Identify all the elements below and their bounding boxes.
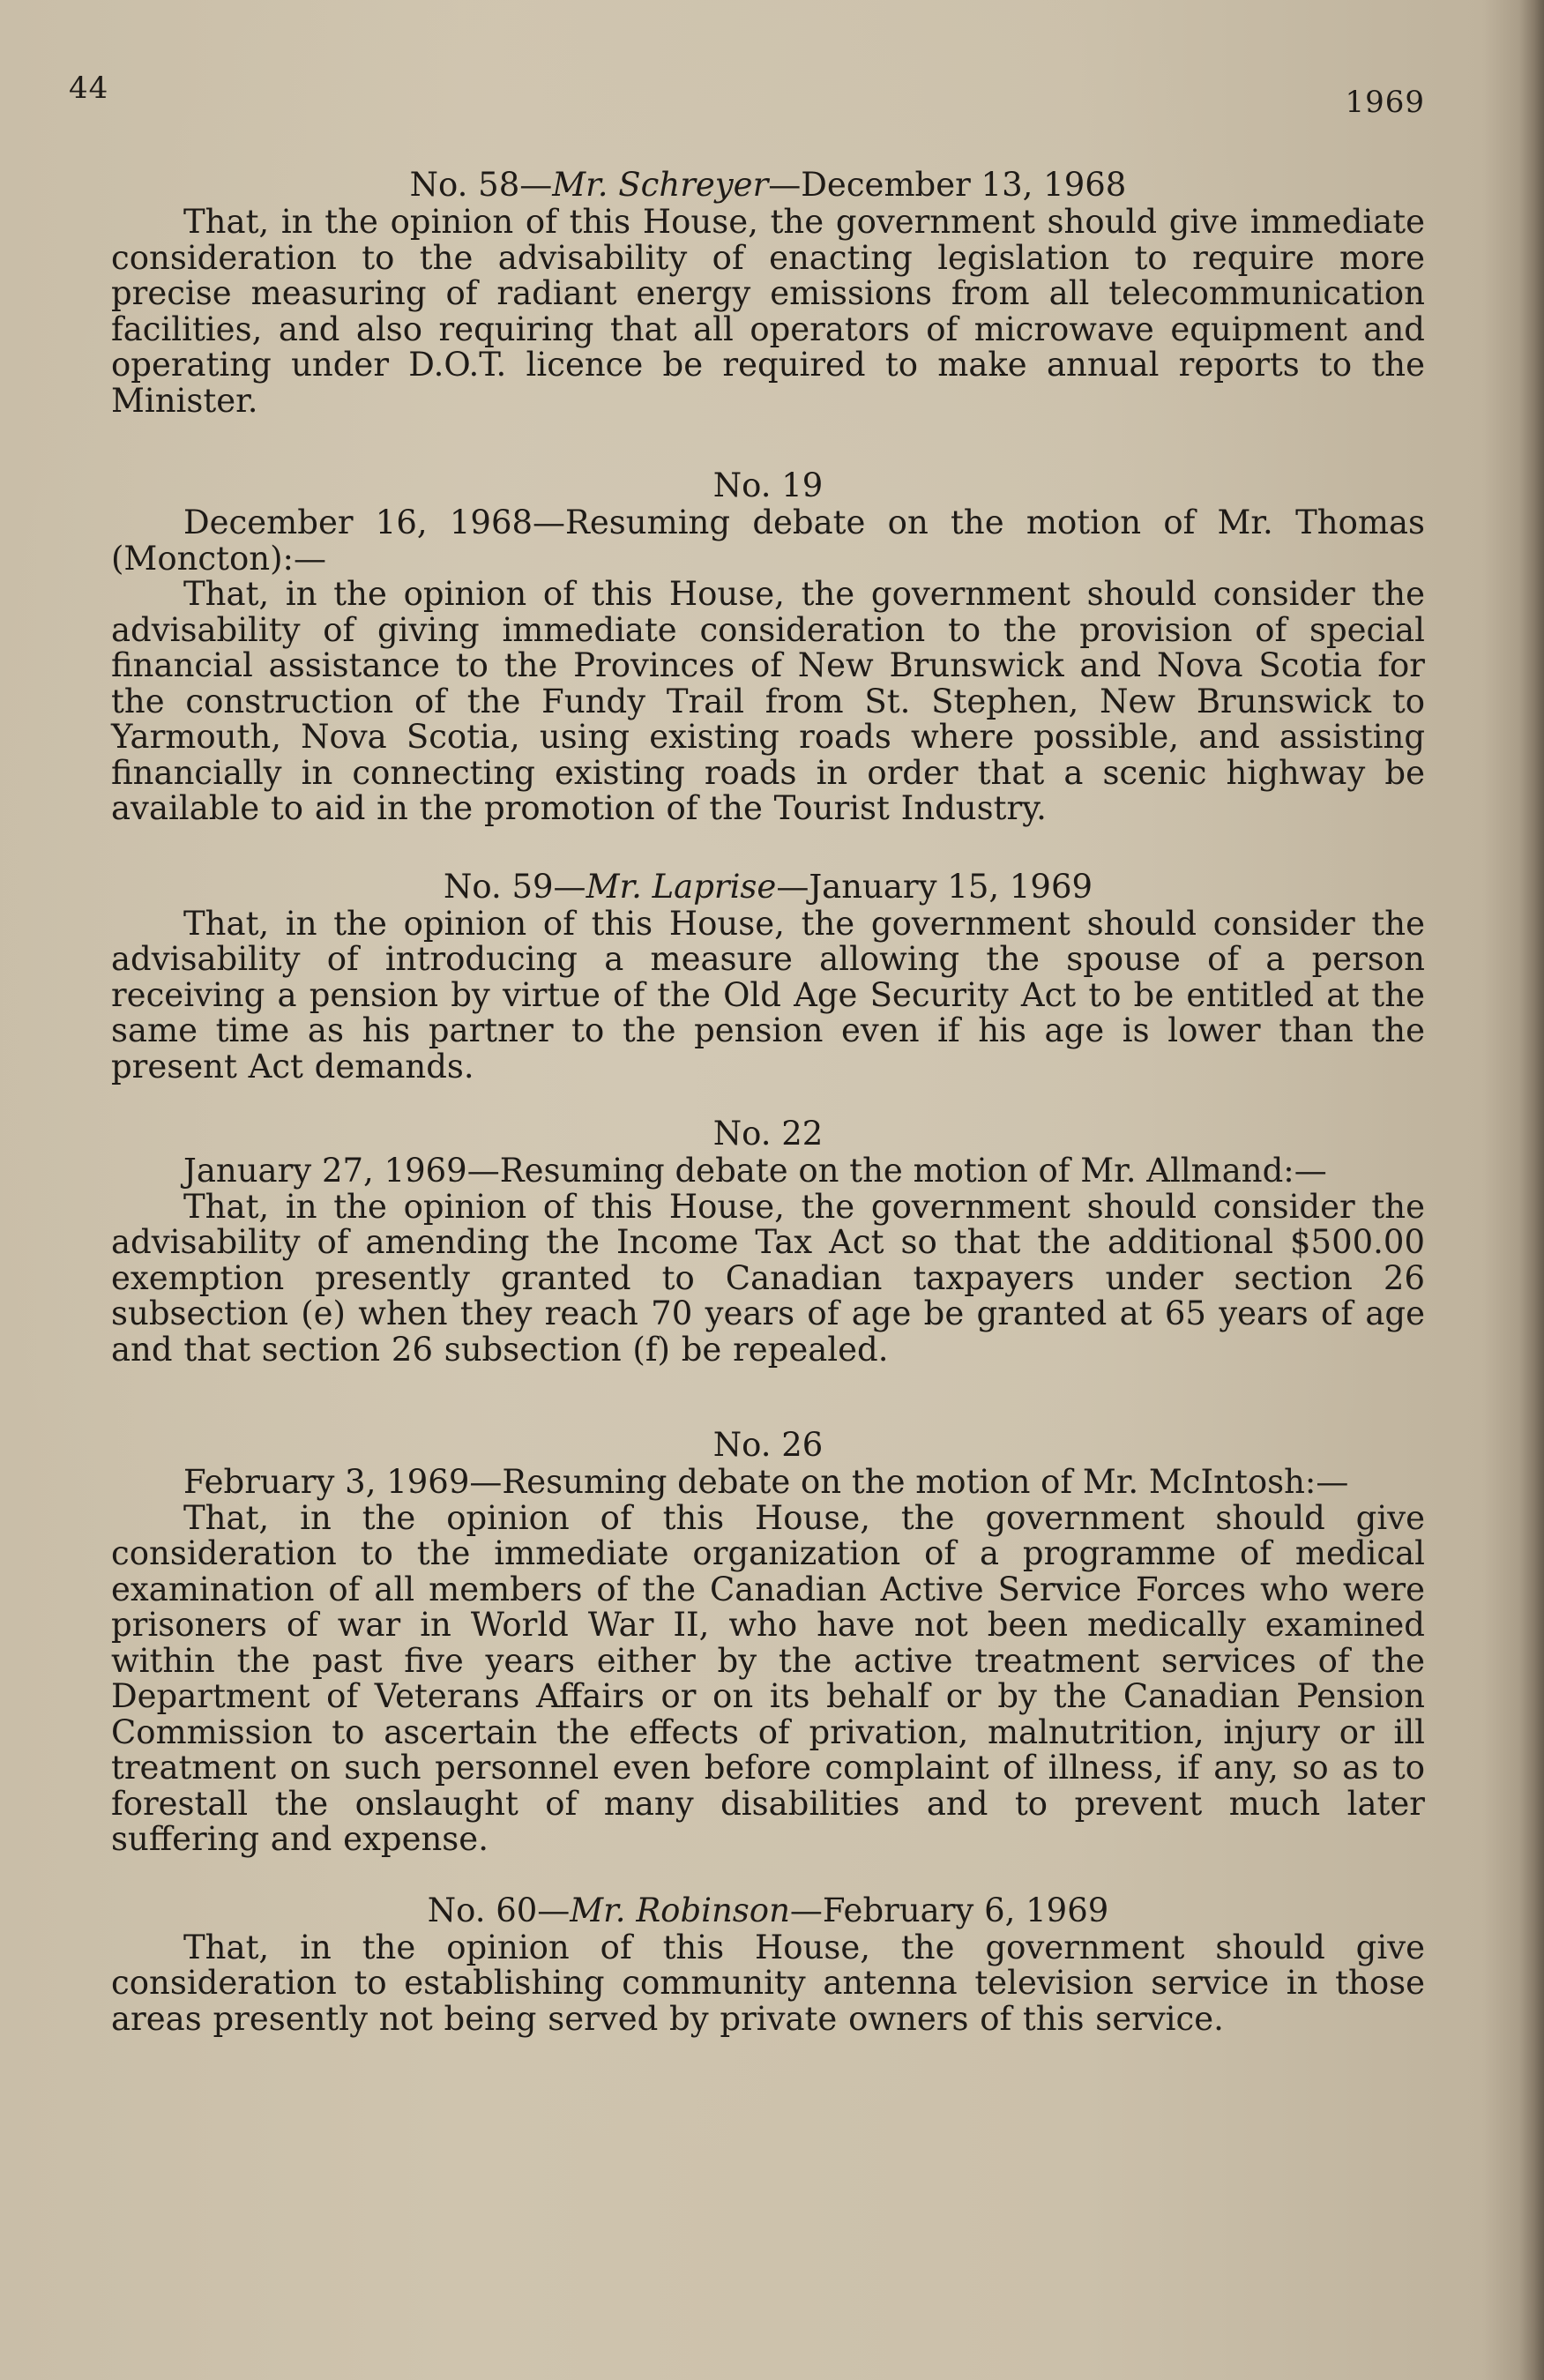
- motion-heading: [111, 168, 1425, 203]
- motion-no-22: [111, 1116, 1425, 1368]
- spacer: [111, 1368, 1425, 1428]
- motion-no-26: [111, 1428, 1425, 1858]
- spacer: [111, 419, 1425, 468]
- debate-resumption-line: January 27, 1969—Resuming debate on the motion of Mr. Allmand:—: [183, 1152, 1327, 1190]
- motion-heading: [111, 1893, 1425, 1929]
- member-name: Mr. Schreyer: [552, 166, 769, 204]
- motion-heading: No. 22: [712, 1115, 824, 1153]
- motion-text: That, in the opinion of this House, the government should give immediate consideration to the advisability of enacting legislation to require more precise measuring of radiant energy emissions from all telecommunication facilities, and also requiring that all operators of microwave equipment and operating under D.O.T. licence be required to make annual reports to the Minister.: [111, 203, 1425, 420]
- page-year: 1969: [1345, 85, 1425, 120]
- member-name: Mr. Laprise: [586, 867, 777, 906]
- debate-resumption-line: February 3, 1969—Resuming debate on the motion of Mr. McIntosh:—: [183, 1463, 1349, 1501]
- spacer: [111, 1085, 1425, 1116]
- motion-heading: No. 19: [712, 466, 824, 504]
- motion-text: That, in the opinion of this House, the government should consider the advisability of introducing a measure allowing the spouse of a person receiving a pension by virtue of the Old Age Security Act to be entitled at the same time as his partner to the pension even if his age is lower than the present Act demands.: [111, 904, 1425, 1086]
- spacer: [111, 827, 1425, 869]
- motion-heading: No. 26: [712, 1426, 824, 1464]
- motion-no-59: [111, 869, 1425, 1086]
- page-edge-shadow: [1519, 0, 1544, 2380]
- motion-number: No. 58—: [409, 166, 553, 204]
- motion-text: That, in the opinion of this House, the government should consider the advisability of giving immediate consideration to the provision of special financial assistance to the Provinces of New Brunswick and Nova Scotia for the construction of the Fundy Trail from St. Stephen, New Brunswick to Yarmouth, Nova Scotia, using existing roads where possible, and assisting financially in connecting existing roads in order that a scenic highway be available to aid in the promotion of the Tourist Industry.: [111, 575, 1425, 827]
- spacer: [111, 1858, 1425, 1893]
- debate-resumption-line: December 16, 1968—Resuming debate on the motion of Mr. Thomas (Moncton):—: [111, 504, 1425, 578]
- motion-number: No. 60—: [427, 1891, 571, 1929]
- motion-date: —February 6, 1969: [789, 1891, 1109, 1929]
- motion-no-60: [111, 1893, 1425, 2038]
- page-number: 44: [69, 71, 109, 106]
- motion-date: —December 13, 1968: [768, 166, 1127, 204]
- motion-text: That, in the opinion of this House, the government should give consideration to establishing community antenna television service in those areas presently not being served by private owners of this service.: [111, 1928, 1425, 2038]
- page-content: [111, 168, 1425, 2037]
- motion-heading: [111, 869, 1425, 905]
- motion-no-58: [111, 168, 1425, 419]
- member-name: Mr. Robinson: [570, 1891, 790, 1929]
- motion-number: No. 59—: [443, 867, 586, 906]
- motion-no-19: [111, 468, 1425, 827]
- motion-date: —January 15, 1969: [776, 867, 1093, 906]
- motion-text: That, in the opinion of this House, the government should give consideration to the immediate organization of a programme of medical examination of all members of the Canadian Active Service Forces who were prisoners of war in World War II, who have not been medically examined within the past five years either by the active treatment services of the Department of Veterans Affairs or on its behalf or by the Canadian Pension Commission to ascertain the effects of privation, malnutrition, injury or ill treatment on such personnel even before complaint of illness, if any, so as to forestall the onslaught of many disabilities and to prevent much later suffering and expense.: [111, 1498, 1425, 1858]
- motion-text: That, in the opinion of this House, the government should consider the advisability of amending the Income Tax Act so that the additional $500.00 exemption presently granted to Canadian taxpayers under section 26 subsection (e) when they reach 70 years of age be granted at 65 years of age and that section 26 subsection (f) be repealed.: [111, 1187, 1425, 1369]
